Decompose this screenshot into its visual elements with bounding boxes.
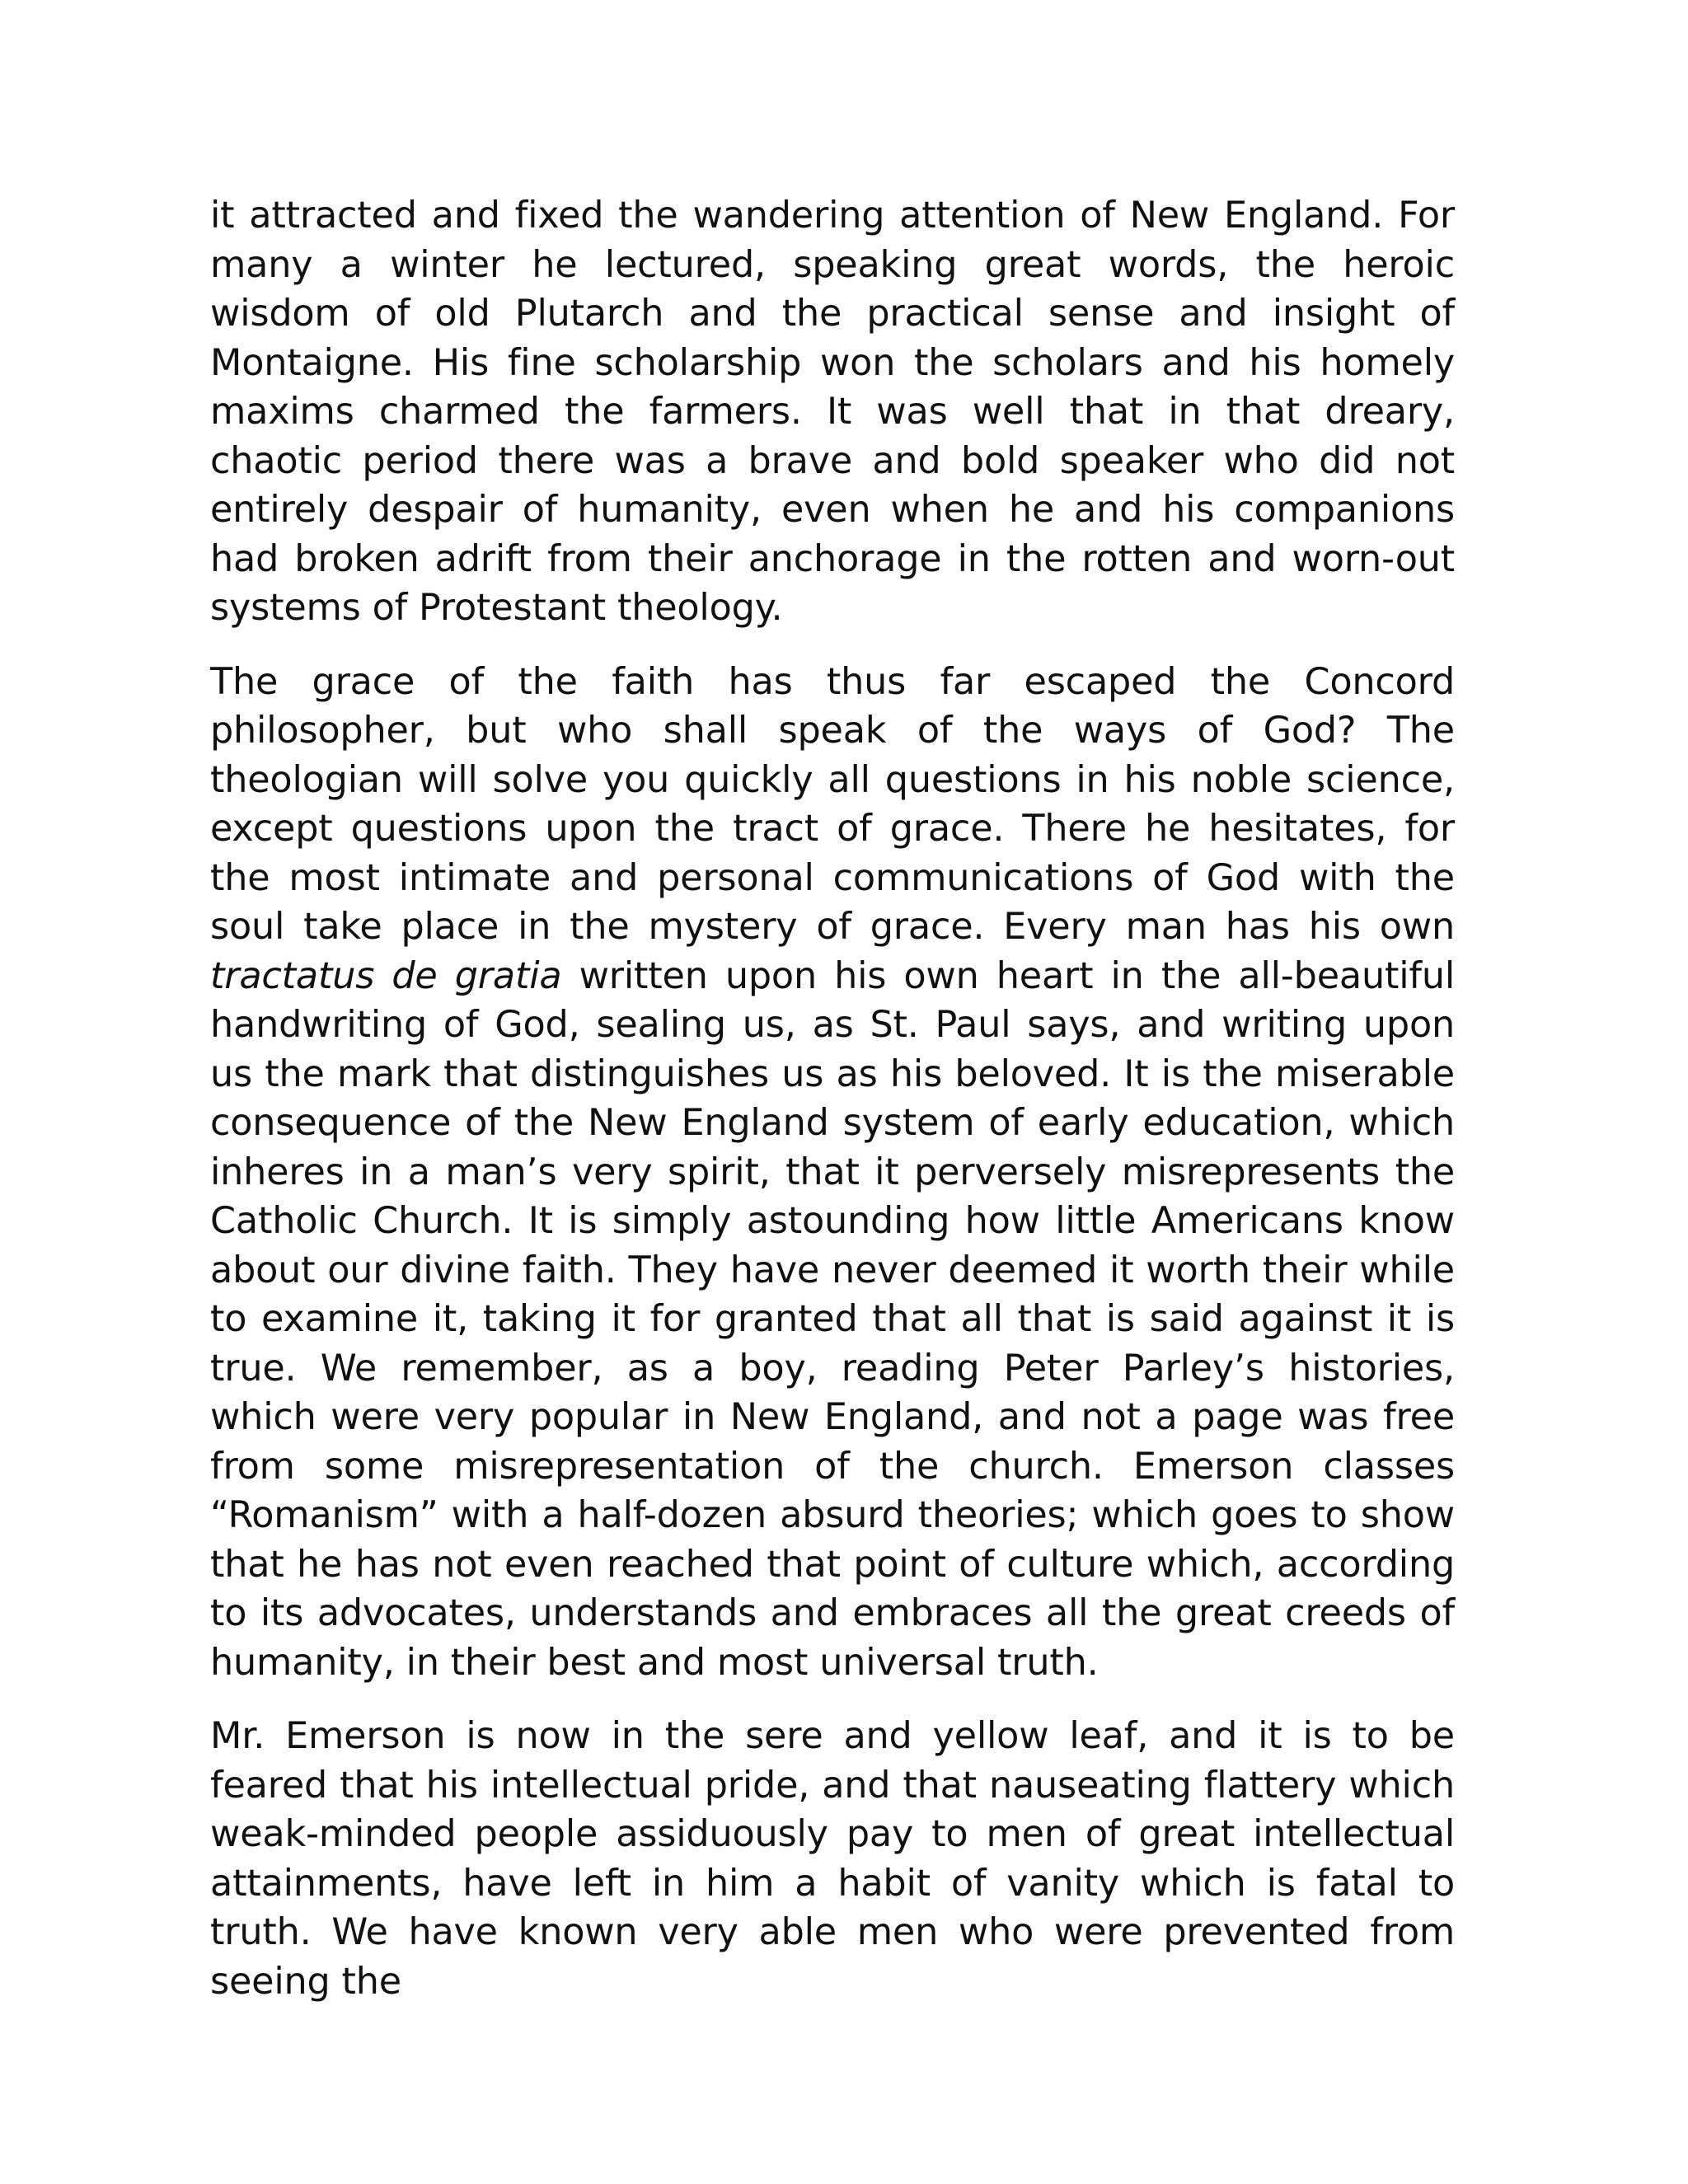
latin-title-italic: tractatus de gratia [210,954,562,997]
document-page [210,191,1455,2006]
paragraph-1: it attracted and fixed the wandering attention of New England. For many a winter he lectured, speaking great words, the heroic wisdom of old Plutarch and the practical sense and insight of Montaigne. His fine scholarship won the scholars and his homely maxims charmed the farmers. It was well that in that dreary, chaotic period there was a brave and bold speaker who did not entirely despair of humanity, even when he and his companions had broken adrift from their anchorage in the rotten and worn-out systems of Protestant theology. [210,194,1455,629]
paragraph-2-text-start: The grace of the faith has thus far escaped the Concord philosopher, but who shall speak of the ways of God? The theologian will solve you quickly all questions in his noble science, except questions upon the tract of grace. There he hesitates, for the most intimate and personal communications of God with the soul take place in the mystery of grace. Every man has his own [210,660,1455,948]
paragraph-2 [210,658,1455,1688]
paragraph-3: Mr. Emerson is now in the sere and yellow leaf, and it is to be feared that his intellectual pride, and that nauseating flattery which weak-minded people assiduously pay to men of great intellectual attainments, have left in him a habit of vanity which is fatal to truth. We have known very able men who were prevented from seeing the [210,1715,1455,2003]
paragraph-2-text-end: written upon his own heart in the all-beautiful handwriting of God, sealing us, as St. Paul says, and writing upon us the mark that distinguishes us as his beloved. It is the miserable consequence of the New England system of early education, which inheres in a man’s very spirit, that it perversely misrepresents the Catholic Church. It is simply astounding how little Americans know about our divine faith. They have never deemed it worth their while to examine it, taking it for granted that all that is said against it is true. We remember, as a boy, reading Peter Parley’s histories, which were very popular in New England, and not a page was free from some misrepresentation of the church. Emerson classes “Romanism” with a half-dozen absurd theories; which goes to show that he has not even reached that point of culture which, according to its advocates, understands and embraces all the great creeds of humanity, in their best and most universal truth. [210,954,1455,1684]
